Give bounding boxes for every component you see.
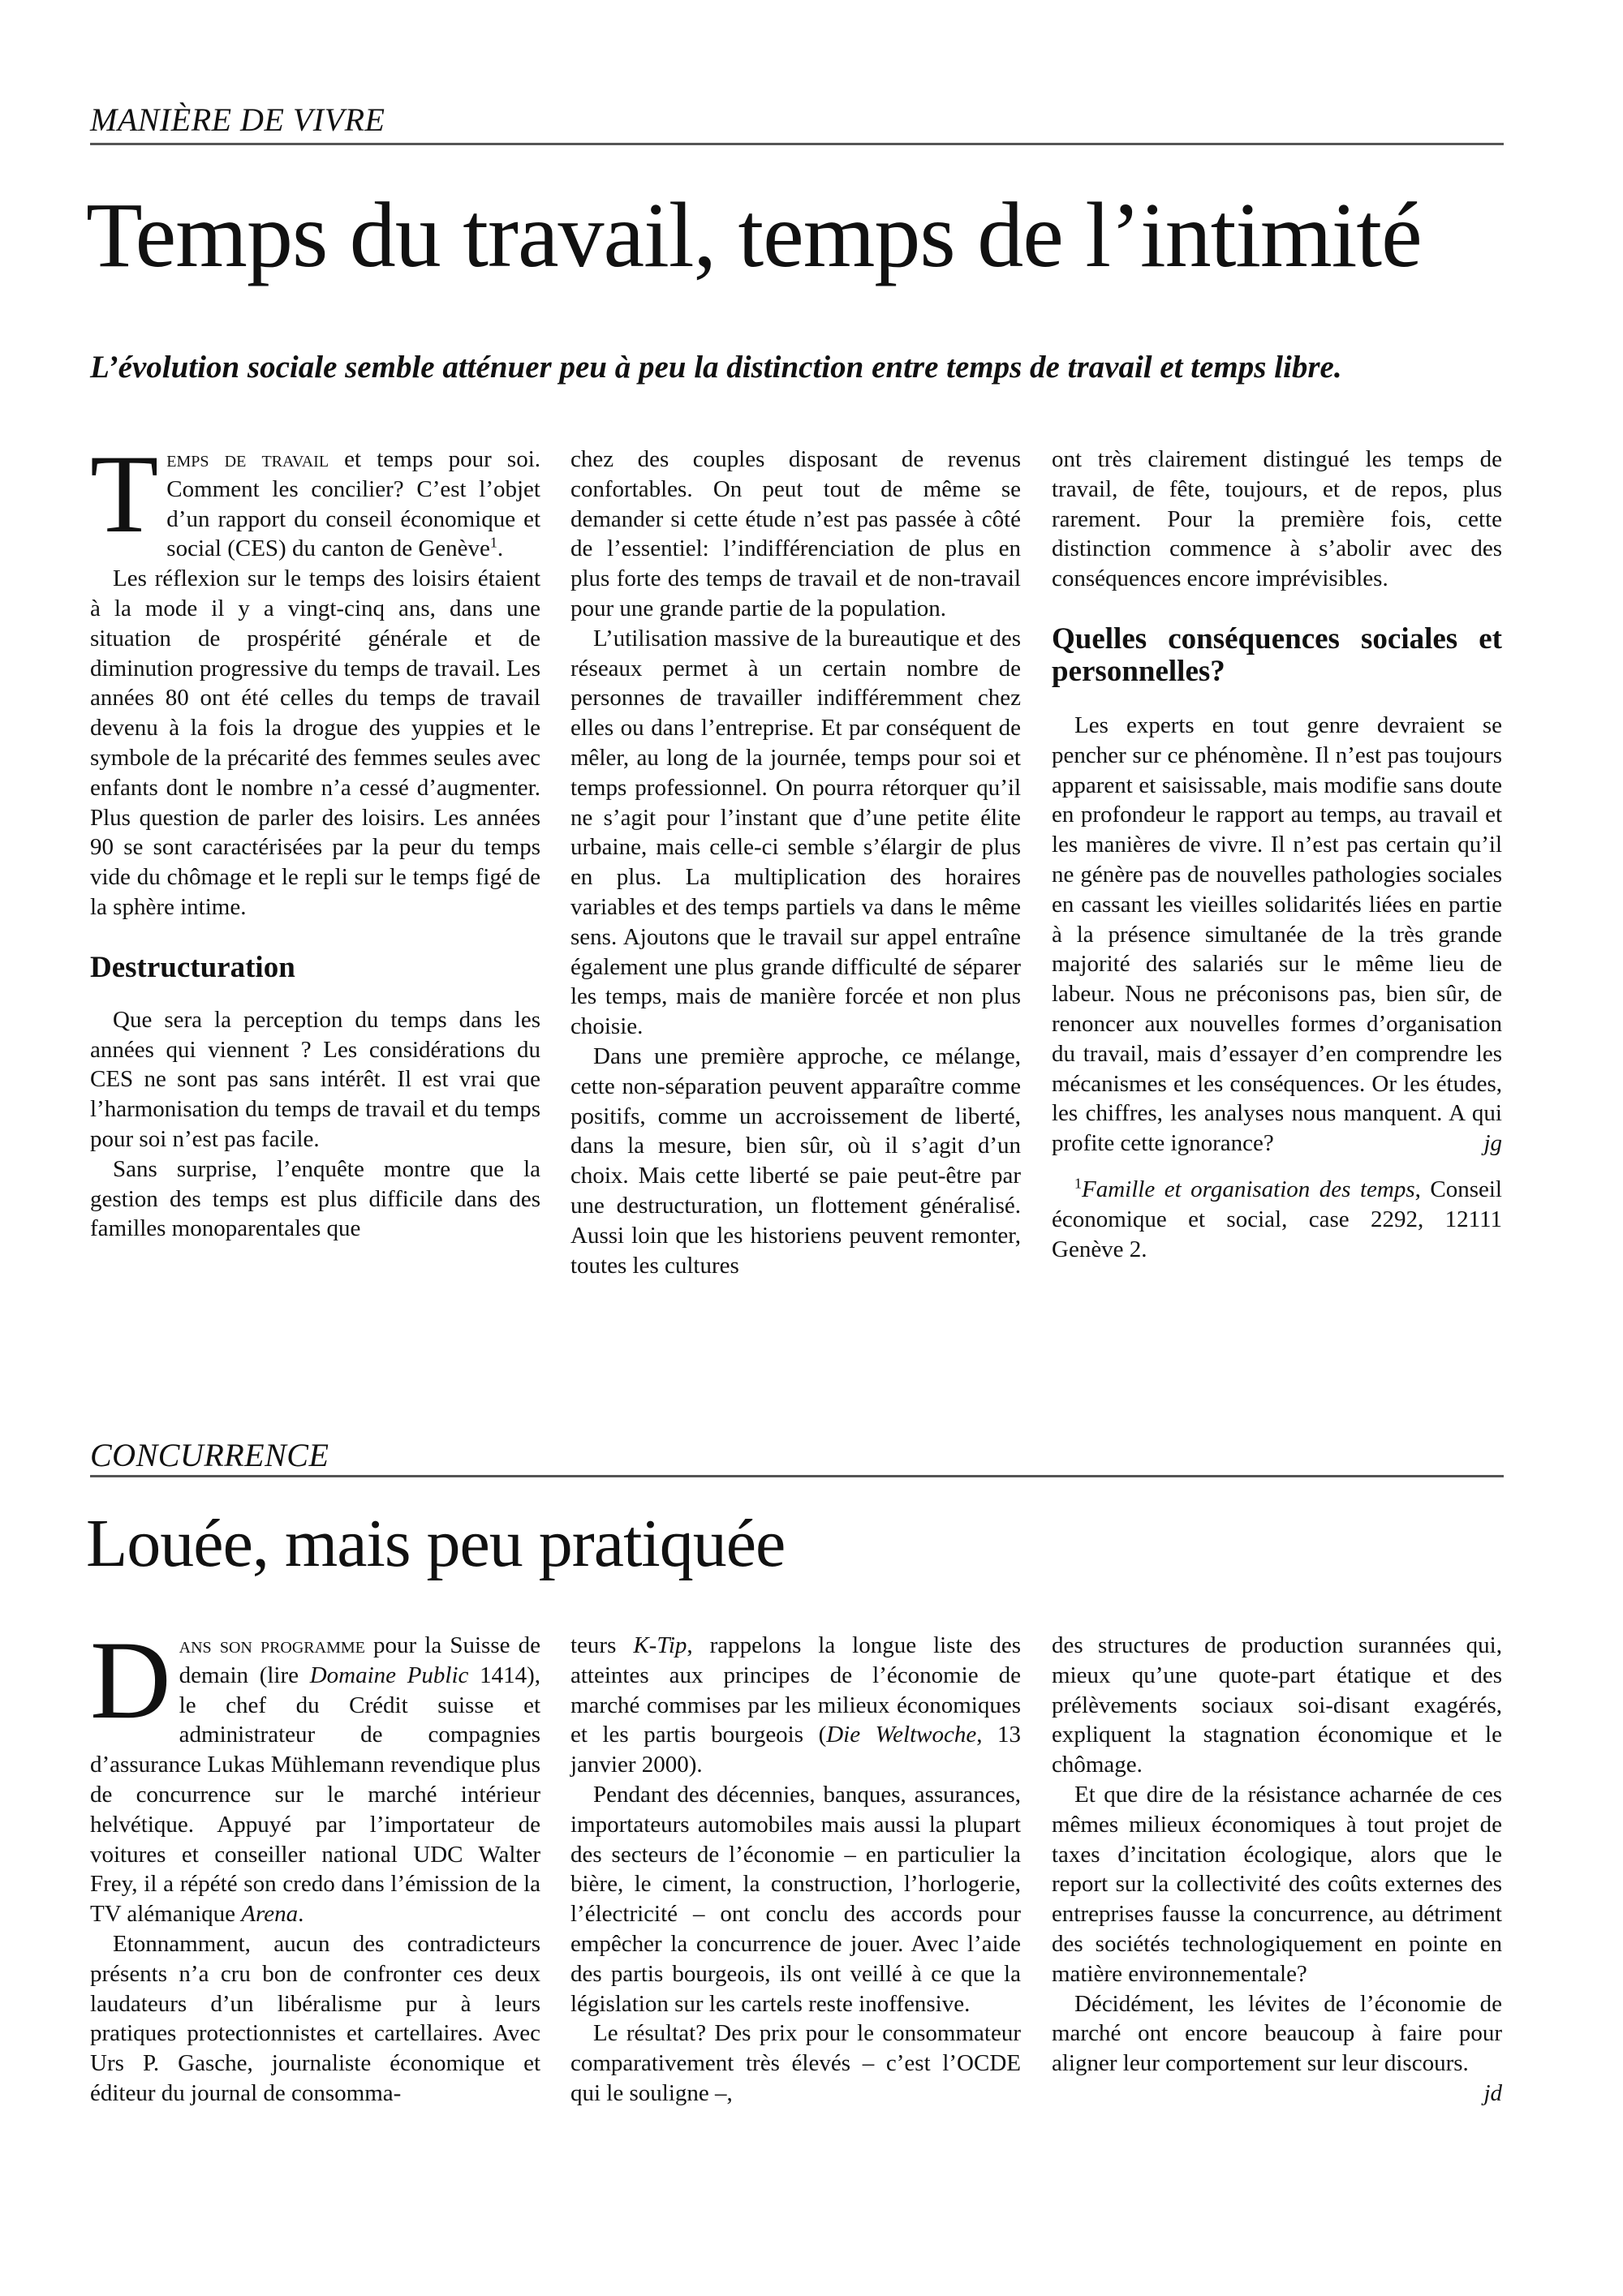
paragraph: Dans une première approche, ce mélange, cette non-séparation peuvent apparaître comme positifs, comme un accroissement de liberté, dans la mesure, bien sûr, où il s’agit d’un choix. Mais cette liberté se paie peut-être par une destructuration, un flottement généralisé. Aussi loin que les historiens peuvent remonter, toutes les cultures	[570, 1043, 1021, 1279]
section-rubric: MANIÈRE DE VIVRE	[90, 101, 385, 138]
publication-name: K-Tip	[633, 1632, 687, 1658]
footnote-ref: 1	[489, 534, 497, 551]
paragraph-text: , 13 janvier 2000).	[570, 1722, 1022, 1778]
subheading: Quelles conséquences sociales et personnelles?	[1052, 621, 1502, 688]
lead-in: emps de travail	[166, 446, 329, 472]
article2-column-3	[1052, 1631, 1502, 2109]
section-rubric: CONCURRENCE	[90, 1437, 329, 1473]
article1-column-2	[570, 445, 1021, 1280]
paragraph	[570, 1631, 1021, 1780]
footnote-mark: 1	[1074, 1175, 1082, 1192]
paragraph	[90, 1618, 540, 1929]
article-lede: L’évolution sociale semble atténuer peu à peu la distinction entre temps de travail et temps libre.	[90, 350, 1342, 385]
footnote	[1052, 1175, 1502, 1264]
paragraph-text: , rappelons la longue liste des atteintes aux principes de l’économie de marché commises par les milieux économiques et les partis bourgeois (	[570, 1632, 1021, 1748]
footnote-title: Famille et organisation des temps	[1082, 1176, 1415, 1202]
article1-column-1	[90, 432, 541, 1244]
author-signature: jd	[1483, 2079, 1502, 2106]
drop-cap: D	[90, 1618, 171, 1742]
footnote-text: , Conseil économique et social, case 2292, 12111 Genève 2.	[1052, 1176, 1502, 1262]
paragraph-text: .	[298, 1901, 304, 1928]
paragraph: ont très clairement distingué les temps de travail, de fête, toujours, et de repos, plus rarement. Pour la première fois, cette distinction commence à s’abolir avec des conséquences encore imprévisibles.	[1052, 446, 1502, 592]
paragraph-text: Les experts en tout genre devraient se pencher sur ce phénomène. Il n’est pas toujours apparent et saisissable, mais modifie sans doute en profondeur le rapport au temps, au travail et les manières de vivre. Il n’est pas certain qu’il ne génère pas de nouvelles pathologies sociales en cassant les vieilles solidarités liées en partie à la présence simultanée de la très grande majorité des salariés sur le même lieu de labeur. Nous ne préconisons pas, bien sûr, de renoncer aux nouvelles formes d’organisation du travail, mais d’essayer d’en comprendre les mécanismes et les conséquences. Or les études, les chiffres, les analyses nous manquent. A qui profite cette ignorance?	[1052, 712, 1502, 1157]
paragraph: chez des couples disposant de revenus confortables. On peut tout de même se demander si cette étude n’est pas passée à côté de l’essentiel: l’indifférenciation de plus en plus forte des temps de travail et de non-travail pour une grande partie de la population.	[570, 446, 1021, 621]
paragraph: Sans surprise, l’enquête montre que la gestion des temps est plus difficile dans des familles monoparentales que	[90, 1155, 540, 1242]
drop-cap: T	[90, 432, 159, 556]
publication-name: Die Weltwoche	[826, 1722, 977, 1748]
article-title: Temps du travail, temps de l’intimité	[86, 183, 1422, 286]
paragraph-text: .	[497, 535, 504, 562]
author-signature: jg	[1483, 1130, 1502, 1157]
paragraph: Et que dire de la résistance acharnée de ces mêmes milieux économiques à tout projet de taxes d’incitation écologique, alors que le report sur la collectivité des coûts externes des entreprises fausse la concurrence, au détriment des sociétés technologiquement en pointe en matière environnementale?	[1052, 1781, 1502, 1987]
article2-column-2	[570, 1631, 1021, 2109]
paragraph-text: pour la Suisse de demain (lire	[179, 1632, 540, 1688]
article-title: Louée, mais peu pratiquée	[86, 1506, 786, 1581]
paragraph: Les réflexion sur le temps des loisirs étaient à la mode il y a vingt-cinq ans, dans une situation de prospérité générale et de diminution progressive du temps de travail. Les années 80 ont été celles du temps de travail devenu à la fois la drogue des yuppies et le symbole de la précarité des femmes seules avec enfants dont le nombre n’a cessé d’augmenter. Plus question de parler des loisirs. Les années 90 se sont caractérisées par la peur du temps vide du chômage et le repli sur le temps figé de la sphère intime.	[90, 565, 540, 920]
paragraph: Pendant des décennies, banques, assurances, importateurs automobiles mais aussi la plupart des secteurs de l’économie – en particulier la bière, le ciment, la construction, l’horlogerie, l’électricité – ont conclu des accords pour empêcher la concurrence de jouer. Avec l’aide des partis bourgeois, ils ont veillé à ce que la législation sur les cartels reste inoffensive.	[570, 1781, 1021, 2017]
paragraph: des structures de production surannées qui, mieux qu’une quote-part étatique et des prélèvements sociaux soi-disant exagérés, expliquent la stagnation économique et le chômage.	[1052, 1632, 1502, 1778]
section-rule	[90, 143, 1504, 145]
paragraph-text: Décidément, les lévites de l’économie de marché ont encore beaucoup à faire pour aligner leur comportement sur leur discours.	[1052, 1990, 1502, 2077]
paragraph: Que sera la perception du temps dans les années qui viennent ? Les considérations du CES ne sont pas sans intérêt. Il est vrai que l’harmonisation du temps de travail et du temps pour soi n’est pas facile.	[90, 1006, 540, 1152]
programme-name: Arena	[241, 1901, 299, 1928]
paragraph: L’utilisation massive de la bureautique et des réseaux permet à un certain nombre de personnes de travailler indifféremment chez elles ou dans l’entreprise. Et par conséquent de mêler, au long de la journée, temps pour soi et temps professionnel. On pourra rétorquer qu’il ne s’agit pour l’instant que d’une petite élite urbaine, mais celle-ci semble s’élargir de plus en plus. La multiplication des horaires variables et des temps partiels va dans le même sens. Ajoutons que le travail sur appel entraîne également une plus grande difficulté de séparer les temps, mais de manière forcée et non plus choisie.	[570, 625, 1021, 1040]
lead-in: ans son programme	[179, 1632, 365, 1658]
article1-column-3	[1052, 445, 1502, 1264]
paragraph-text: teurs	[570, 1632, 634, 1658]
article2-column-1	[90, 1618, 540, 2109]
paragraph: Le résultat? Des prix pour le consommateur comparativement très élevés – c’est l’OCDE qui le souligne –,	[570, 2020, 1021, 2106]
paragraph	[1052, 711, 1502, 1159]
paragraph-text: et temps pour soi. Comment les concilier? C’est l’objet d’un rapport du conseil économique et social (CES) du canton de Genève	[166, 446, 541, 562]
paragraph: Etonnamment, aucun des contradicteurs présents n’a cru bon de confronter ces deux laudateurs d’un libéralisme pur à leurs pratiques protectionnistes et cartellaires. Avec Urs P. Gasche, journaliste économique et éditeur du journal de consomma-	[90, 1930, 540, 2106]
section-rule	[90, 1475, 1504, 1477]
publication-name: Domaine Public	[309, 1662, 469, 1688]
paragraph-text: 1414), le chef du Crédit suisse et administrateur de compagnies d’assurance Lukas Mühlemann revendique plus de concurrence sur le marché intérieur helvétique. Appuyé par l’importateur de voitures et conseiller national UDC Walter Frey, il a répété son credo dans l’émission de la TV alémanique	[90, 1662, 540, 1928]
subheading: Destructuration	[90, 950, 295, 984]
paragraph	[90, 432, 541, 564]
paragraph	[1052, 1989, 1502, 2106]
